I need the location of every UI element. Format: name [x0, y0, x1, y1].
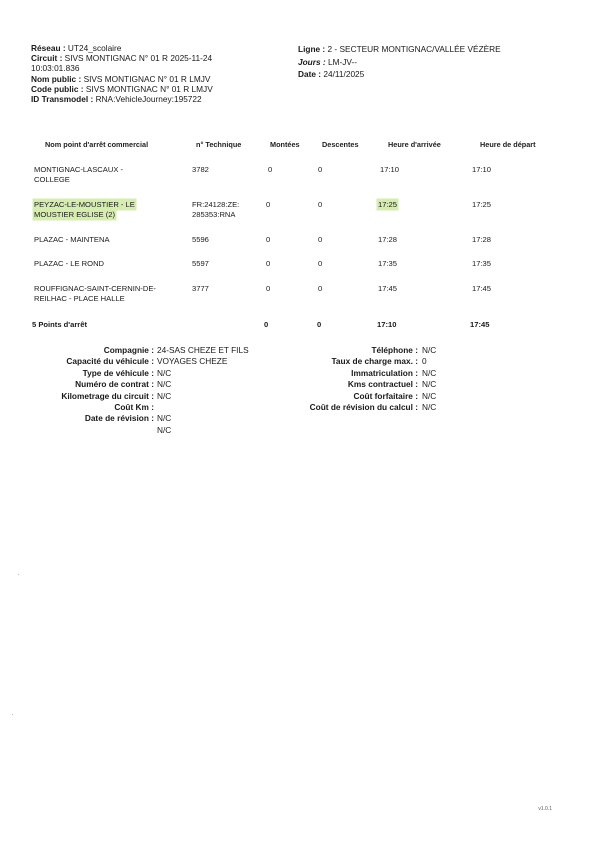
info-right-labels — [270, 345, 418, 413]
col-header-depart: Heure de départ — [480, 140, 536, 149]
id-transmodel-value: RNA:VehicleJourney:195722 — [95, 94, 202, 105]
col-header-code: n° Technique — [196, 140, 242, 149]
date-value: 24/11/2025 — [323, 69, 365, 79]
compagnie-value: 24-SAS CHEZE ET FILS — [157, 345, 249, 355]
cout-forfaitaire-label: Coût forfaitaire : — [353, 390, 418, 401]
page-version: v1.0.1 — [538, 806, 552, 812]
numero-contrat-value: N/C — [157, 379, 172, 390]
depart-value: 17:10 — [472, 165, 492, 174]
kilometrage-label: Kilometrage du circuit : — [61, 390, 154, 401]
arrivee-highlight: 17:25 — [378, 200, 398, 209]
nom-public-value: SIVS MONTIGNAC N° 01 R LMJV — [83, 73, 211, 84]
circuit-line — [31, 53, 213, 63]
arrivee-value: 17:35 — [378, 259, 398, 268]
table-row-stop — [34, 200, 184, 219]
arrivee-value: 17:28 — [378, 235, 398, 244]
nom-public-label: Nom public : — [31, 73, 82, 84]
jours-value: LM-JV-- — [327, 56, 358, 67]
stop-code — [192, 200, 252, 219]
numero-contrat-label: Numéro de contrat : — [75, 379, 154, 390]
capacite-value: VOYAGES CHEZE — [157, 356, 228, 367]
capacite-label: Capacité du véhicule : — [66, 356, 154, 367]
kms-contractuel-label: Kms contractuel : — [347, 379, 418, 390]
telephone-value: N/C — [422, 345, 437, 355]
info-left-labels — [30, 345, 154, 425]
montees-value: 0 — [266, 200, 271, 209]
depart-value: 17:28 — [472, 235, 492, 244]
ligne-value: 2 - SECTEUR MONTIGNAC/VALLÉE VÉZÈRE — [327, 44, 501, 54]
ligne-line — [298, 43, 501, 56]
col-header-stop: Nom point d'arrêt commercial — [45, 140, 149, 149]
info-left-values — [157, 345, 249, 436]
table-row-stop: PLAZAC - LE ROND — [34, 259, 105, 268]
table-row-stop — [34, 165, 184, 184]
immatriculation-label: Immatriculation : — [351, 367, 418, 378]
descentes-value: 0 — [318, 200, 323, 209]
nom-public-line — [31, 74, 213, 84]
arrivee-value — [378, 200, 397, 210]
header-left — [31, 43, 213, 104]
id-transmodel-label: ID Transmodel : — [31, 94, 94, 105]
circuit-line-2 — [31, 63, 213, 73]
descentes-value: 0 — [318, 284, 323, 293]
kilometrage-value: N/C — [157, 390, 172, 401]
total-arrivee: 17:10 — [377, 320, 397, 329]
reseau-line — [31, 43, 213, 53]
ligne-label: Ligne : — [298, 44, 326, 54]
arrivee-value: 17:45 — [378, 284, 398, 293]
stop-name-line2: MOUSTIER EGLISE (2) — [34, 209, 116, 219]
reseau-value: UT24_scolaire — [67, 43, 122, 53]
circuit-label: Circuit : — [31, 53, 63, 64]
kms-contractuel-value: N/C — [422, 379, 437, 390]
date-revision-label: Date de révision : — [84, 413, 154, 424]
jours-label: Jours : — [298, 56, 326, 67]
descentes-value: 0 — [318, 165, 323, 174]
circuit-time: 10:03:01.836 — [31, 63, 80, 74]
id-transmodel-line — [31, 94, 213, 104]
stop-code: 3777 — [192, 284, 209, 293]
table-row-stop — [34, 284, 184, 303]
cout-revision-label: Coût de révision du calcul : — [309, 402, 418, 413]
cout-km-value — [157, 402, 249, 413]
depart-value: 17:35 — [472, 259, 492, 268]
total-montees: 0 — [264, 320, 269, 329]
telephone-label: Téléphone : — [371, 345, 418, 355]
montees-value: 0 — [268, 165, 273, 174]
scan-speck — [18, 574, 19, 575]
stop-name-line1: PEYZAC-LE-MOUSTIER - LE — [34, 200, 135, 209]
compagnie-label: Compagnie : — [103, 345, 154, 355]
stop-name-line1: ROUFFIGNAC-SAINT-CERNIN-DE- — [34, 284, 156, 293]
montees-value: 0 — [266, 259, 271, 268]
total-descentes: 0 — [317, 320, 322, 329]
stop-code: 3782 — [192, 165, 209, 174]
stop-code-line1: FR:24128:ZE: — [192, 200, 240, 209]
reseau-label: Réseau : — [31, 43, 66, 53]
cout-km-label: Coût Km : — [114, 402, 154, 413]
code-public-label: Code public : — [31, 83, 84, 94]
taux-charge-value: 0 — [422, 356, 427, 367]
type-vehicule-label: Type de véhicule : — [82, 367, 154, 378]
date-revision-value: N/C — [157, 413, 172, 424]
col-header-montees: Montées — [270, 140, 300, 149]
stop-code-line2: 285353:RNA — [192, 209, 236, 219]
stop-code: 5596 — [192, 235, 209, 244]
depart-value: 17:25 — [472, 200, 492, 209]
info-right-values — [422, 345, 436, 413]
cout-forfaitaire-value: N/C — [422, 390, 437, 401]
montees-value: 0 — [266, 235, 271, 244]
descentes-value: 0 — [318, 235, 323, 244]
jours-line — [298, 56, 501, 69]
code-public-value: SIVS MONTIGNAC N° 01 R LMJV — [85, 83, 213, 94]
stop-name-line2: REILHAC - PLACE HALLE — [34, 293, 125, 303]
circuit-value: SIVS MONTIGNAC N° 01 R 2025-11-24 — [64, 53, 213, 64]
montees-value: 0 — [266, 284, 271, 293]
header-right — [298, 43, 501, 81]
cout-revision-value: N/C — [422, 402, 437, 413]
scan-speck — [12, 714, 13, 715]
immatriculation-value: N/C — [422, 367, 437, 378]
descentes-value: 0 — [318, 259, 323, 268]
stop-name-line1: MONTIGNAC-LASCAUX - — [34, 165, 124, 174]
taux-charge-label: Taux de charge max. : — [331, 356, 418, 367]
extra-value: N/C — [157, 424, 172, 435]
total-label: 5 Points d'arrêt — [32, 320, 87, 329]
col-header-descentes: Descentes — [322, 140, 359, 149]
table-row-stop: PLAZAC - MAINTENA — [34, 235, 110, 244]
col-header-arrivee: Heure d'arrivée — [388, 140, 441, 149]
code-public-line — [31, 84, 213, 94]
stop-code: 5597 — [192, 259, 209, 268]
date-line — [298, 68, 501, 81]
date-label: Date : — [298, 69, 322, 79]
arrivee-value: 17:10 — [380, 165, 400, 174]
depart-value: 17:45 — [472, 284, 492, 293]
stop-name-line2: COLLEGE — [34, 174, 70, 184]
total-depart: 17:45 — [470, 320, 490, 329]
type-vehicule-value: N/C — [157, 367, 172, 378]
